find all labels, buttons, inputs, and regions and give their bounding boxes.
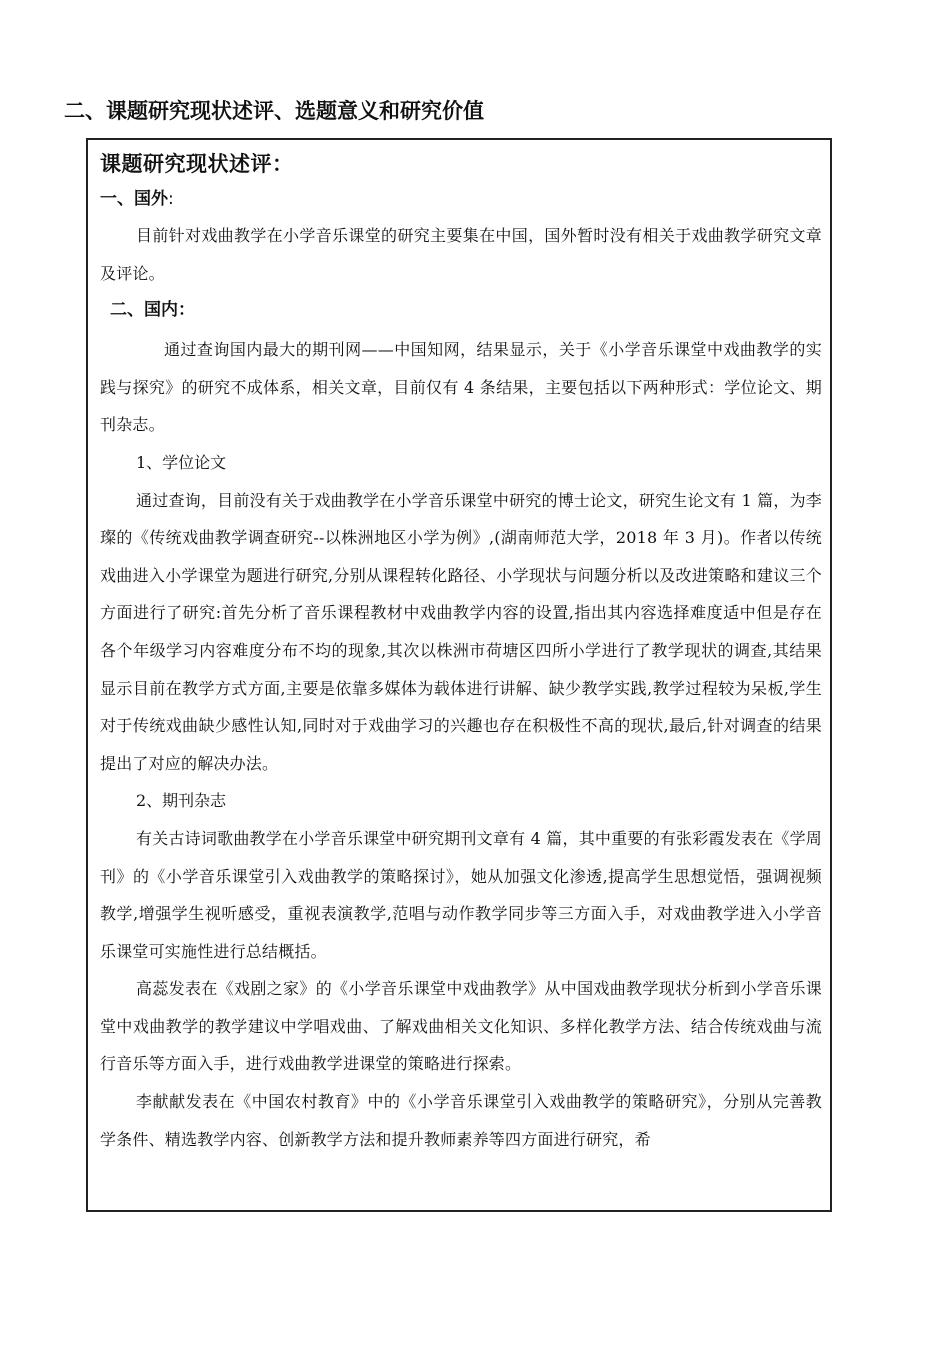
section-heading: 二、课题研究现状述评、选题意义和研究价值 xyxy=(64,99,484,123)
journal-paragraph: 高蕊发表在《戏剧之家》的《小学音乐课堂中戏曲教学》从中国戏曲教学现状分析到小学音乐课堂中戏曲教学的教学建议中学唱戏曲、了解戏曲相关文化知识、多样化教学方法、结合传统戏曲与流行音乐等方面入手，进行戏曲教学进课堂的策略进行探索。 xyxy=(100,979,822,1074)
journal-paragraph: 李献献发表在《中国农村教育》中的《小学音乐课堂引入戏曲教学的策略研究》，分别从完善教学条件、精选教学内容、创新教学方法和提升教师素养等四方面进行研究，希 xyxy=(100,1092,822,1149)
review-content xyxy=(100,140,822,1158)
journal-paragraph: 有关古诗词歌曲教学在小学音乐课堂中研究期刊文章有 4 篇，其中重要的有张彩霞发表在《学周刊》的《小学音乐课堂引入戏曲教学的策略探讨》，她从加强文化渗透,提高学生思想觉悟，强调视频教学,增强学生视听感受，重视表演教学,范唱与动作教学同步等三方面入手，对戏曲教学进入小学音乐课堂可实施性进行总结概括。 xyxy=(100,828,822,961)
box-title: 课题研究现状述评： xyxy=(100,152,294,176)
domestic-intro-paragraph: 通过查询国内最大的期刊网——中国知网，结果显示，关于《小学音乐课堂中戏曲教学的实践与探究》的研究不成体系，相关文章，目前仅有 4 条结果，主要包括以下两种形式：学位论文、期刊杂志。 xyxy=(100,340,822,435)
review-table-cell xyxy=(86,138,832,1212)
item-degree-theses-label: 1、学位论文 xyxy=(136,452,227,472)
item-journals-label: 2、期刊杂志 xyxy=(136,791,227,811)
domestic-heading: 二、国内： xyxy=(110,300,195,321)
foreign-heading xyxy=(100,181,822,217)
degree-theses-paragraph: 通过查询，目前没有关于戏曲教学在小学音乐课堂中研究的博士论文，研究生论文有 1 篇，为李璨的《传统戏曲教学调查研究--以株洲地区小学为例》,(湖南师范大学，2018 年 3 月)。作者以传统戏曲进入小学课堂为题进行研究,分别从课程转化路径、小学现状与问题分析以及改进策略和建议三个方面进行了研究:首先分析了音乐课程教材中戏曲教学内容的设置,指出其内容选择难度适中但是存在各个年级学习内容难度分布不均的现象,其次以株洲市荷塘区四所小学进行了教学现状的调查,其结果显示目前在教学方式方面,主要是依靠多媒体为载体进行讲解、缺少教学实践,教学过程较为呆板,学生对于传统戏曲缺少感性认知,同时对于戏曲学习的兴趣也存在积极性不高的现状,最后,针对调查的结果提出了对应的解决办法。 xyxy=(100,490,822,773)
foreign-heading-text: 一、国外 xyxy=(100,189,168,209)
foreign-heading-colon: : xyxy=(168,189,174,209)
foreign-paragraph: 目前针对戏曲教学在小学音乐课堂的研究主要集在中国，国外暂时没有相关于戏曲教学研究文章及评论。 xyxy=(100,226,822,283)
